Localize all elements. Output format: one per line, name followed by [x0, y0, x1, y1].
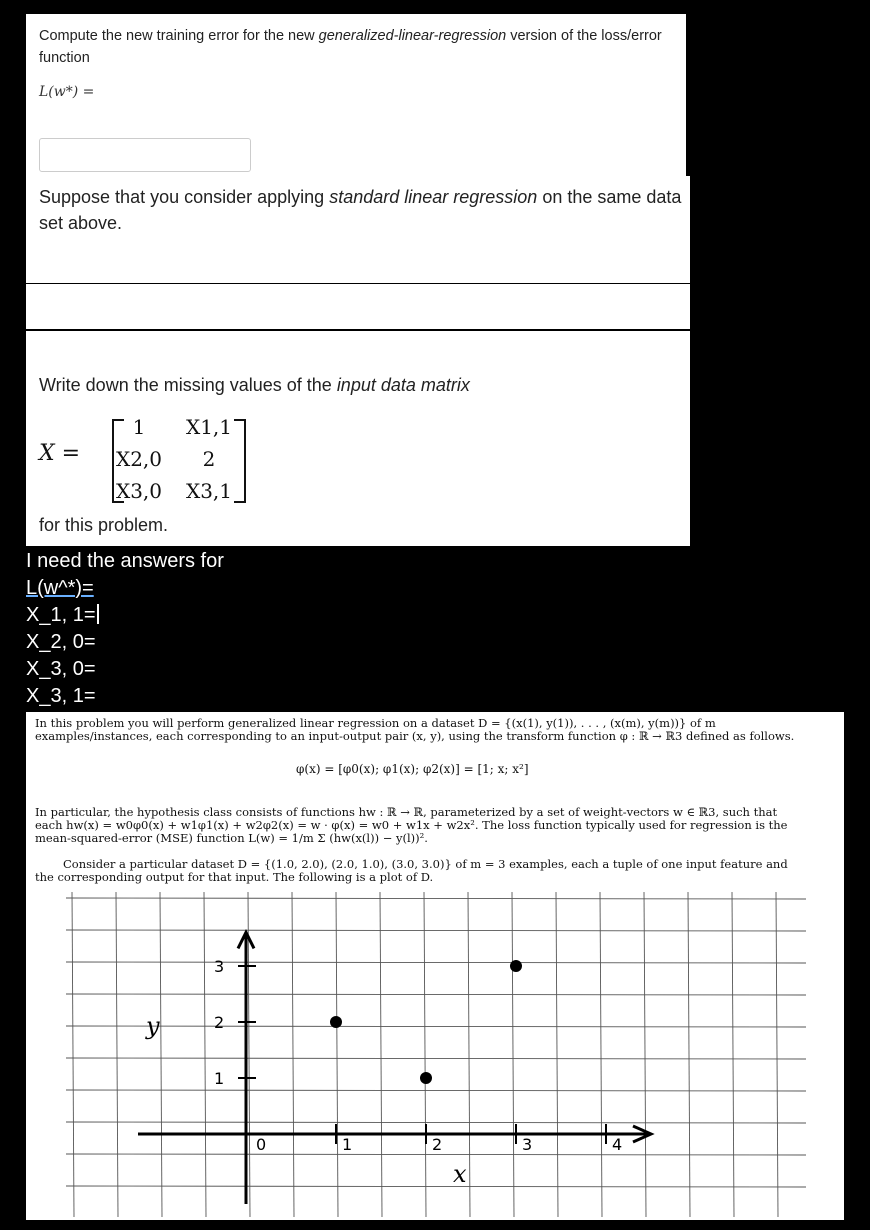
question-card-2 [26, 176, 690, 283]
matrix-cell: 2 [202, 447, 216, 471]
x-tick-label: 2 [432, 1135, 443, 1154]
grid-line [72, 892, 74, 1217]
question-3-tail: for this problem. [39, 515, 169, 535]
data-point [420, 1072, 432, 1084]
grid-line [512, 892, 514, 1217]
grid-line [644, 892, 646, 1217]
y-axis-label: y [146, 1012, 160, 1040]
grid-line [424, 892, 426, 1217]
answer-request [26, 548, 224, 710]
question-3-prompt: Write down the missing values of the input data matrix [39, 375, 470, 395]
grid-line [556, 892, 558, 1217]
text-cursor [97, 604, 99, 624]
grid-line [66, 930, 806, 931]
matrix-cell: X3,0 [115, 479, 163, 503]
x-tick-label: 0 [256, 1135, 267, 1154]
matrix-cell: X2,0 [115, 447, 163, 471]
request-line: L(w^*)= [26, 577, 94, 599]
request-line: X_3, 0= [26, 658, 96, 680]
grid-line [66, 1154, 806, 1155]
grid-line [66, 1186, 806, 1187]
matrix-cell: 1 [132, 415, 146, 439]
problem-statement [26, 712, 844, 1220]
grid-line [66, 962, 806, 963]
x-tick-label: 1 [342, 1135, 353, 1154]
answer-area[interactable] [26, 284, 690, 329]
data-point [510, 960, 522, 972]
grid-line [66, 898, 806, 899]
question-2-prompt: Suppose that you consider applying standard linear regression on the same data set above. [39, 187, 682, 233]
request-line: X_2, 0= [26, 631, 96, 653]
question-card-1 [26, 14, 686, 176]
data-plot [66, 892, 806, 1217]
data-point [330, 1016, 342, 1028]
x-tick-label: 4 [612, 1135, 623, 1154]
problem-hypothesis: In particular, the hypothesis class consists of functions hw : ℝ → ℝ, parameterized by a set of weight-vectors w ∈ ℝ3, such that each hw(x) = w0φ0(x) + w1φ1(x) + w2φ2(x) = w · φ(x) = w0 + w1x + w2x². The loss function typically used for regression is the mean-squared-error (MSE) function L(w) = 1/m Σ (hw(x(l)) − y(l))². [35, 805, 788, 845]
grid-line [732, 892, 734, 1217]
grid-line [66, 1122, 806, 1123]
problem-intro: In this problem you will perform generalized linear regression on a dataset D = {(x(1), y(1)), . . . , (x(m), y(m))} of m examples/instances, each corresponding to an input-output pair (x, y), using the transform function φ : ℝ → ℝ3 defined as follows. [35, 716, 795, 743]
grid-line [160, 892, 162, 1217]
grid-line [66, 1058, 806, 1059]
y-tick-label: 1 [214, 1069, 225, 1088]
grid-line [66, 994, 806, 995]
grid-line [380, 892, 382, 1217]
grid-line [66, 1026, 806, 1027]
question-card-3 [26, 331, 690, 546]
grid-line [116, 892, 118, 1217]
grid-line [468, 892, 470, 1217]
y-tick-label: 3 [214, 957, 225, 976]
grid-line [776, 892, 778, 1217]
request-heading: I need the answers for [26, 550, 224, 572]
x-axis-label: x [453, 1160, 467, 1188]
question-1-prompt: Compute the new training error for the new generalized-linear-regression version of the loss/error function [39, 28, 662, 66]
y-tick-label: 2 [214, 1013, 225, 1032]
grid-line [204, 892, 206, 1217]
grid-line [600, 892, 602, 1217]
problem-dataset: Consider a particular dataset D = {(1.0, 2.0), (2.0, 1.0), (3.0, 3.0)} of m = 3 examples, each a tuple of one input feature and the corresponding output for that input. The following is a plot of D. [35, 857, 788, 884]
matrix-cell: X3,1 [185, 479, 233, 503]
grid-line [66, 1090, 806, 1091]
grid-line [292, 892, 294, 1217]
matrix-label: X = [39, 441, 81, 466]
matrix-cell: X1,1 [185, 415, 233, 439]
answer-input[interactable] [39, 138, 251, 172]
transform-formula: φ(x) = [φ0(x); φ1(x); φ2(x)] = [1; x; x²] [296, 762, 529, 776]
grid-line [688, 892, 690, 1217]
loss-label: L(w*) = [39, 84, 95, 100]
request-line[interactable]: X_1, 1= [26, 602, 224, 629]
request-line: X_3, 1= [26, 685, 96, 707]
x-tick-label: 3 [522, 1135, 533, 1154]
grid-line [336, 892, 338, 1217]
